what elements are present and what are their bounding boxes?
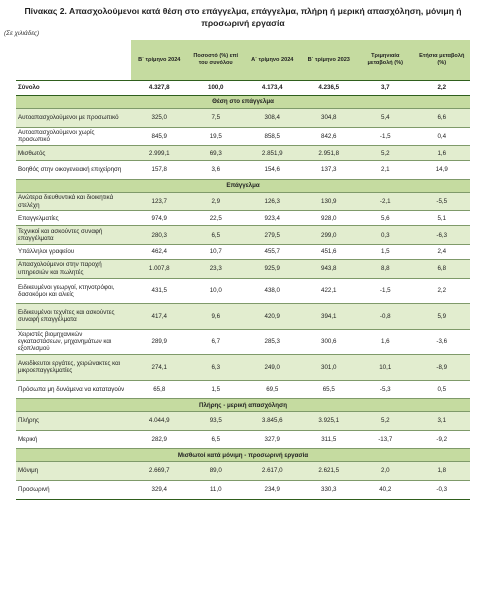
value-cell: 285,3	[244, 329, 301, 355]
value-cell: 974,9	[131, 211, 188, 226]
section-header-row	[16, 399, 470, 412]
value-cell: 438,0	[244, 278, 301, 304]
header-cell-q1-2024: Α΄ τρίμηνο 2024	[244, 40, 301, 81]
value-cell: 123,7	[131, 192, 188, 211]
row-label: Απασχολούμενοι στην παροχή υπηρεσιών και πωλητές	[16, 259, 131, 278]
value-cell: 3,7	[357, 81, 414, 96]
table-row	[16, 329, 470, 355]
value-cell: 280,3	[131, 226, 188, 245]
value-cell: 3.925,1	[301, 412, 358, 431]
value-cell: 5,9	[414, 304, 471, 330]
value-cell: 0,4	[414, 127, 471, 146]
table-row	[16, 462, 470, 481]
value-cell: -0,3	[414, 480, 471, 499]
value-cell: 7,5	[188, 109, 245, 128]
value-cell: 301,0	[301, 355, 358, 381]
row-label: Ειδικευμένοι τεχνίτες και ασκούντες συναφή επαγγέλματα	[16, 304, 131, 330]
value-cell: 299,0	[301, 226, 358, 245]
row-label: Ανειδίκευτοι εργάτες, χειρώνακτες και μικροεπαγγελματίες	[16, 355, 131, 381]
row-label: Επαγγελματίες	[16, 211, 131, 226]
value-cell: 2,1	[357, 161, 414, 180]
value-cell: 6,7	[188, 329, 245, 355]
value-cell: 5,1	[414, 211, 471, 226]
value-cell: -5,3	[357, 380, 414, 399]
value-cell: 130,9	[301, 192, 358, 211]
value-cell: 137,3	[301, 161, 358, 180]
value-cell: 5,4	[357, 109, 414, 128]
value-cell: 1,8	[414, 462, 471, 481]
value-cell: 845,9	[131, 127, 188, 146]
section-header-row	[16, 96, 470, 109]
value-cell: 6,6	[414, 109, 471, 128]
table-row	[16, 244, 470, 259]
row-label: Μερική	[16, 430, 131, 449]
total-row	[16, 81, 470, 96]
table-row	[16, 211, 470, 226]
value-cell: 10,0	[188, 278, 245, 304]
value-cell: 4.236,5	[301, 81, 358, 96]
row-label: Σύνολο	[16, 81, 131, 96]
value-cell: 329,4	[131, 480, 188, 499]
value-cell: 327,9	[244, 430, 301, 449]
table-row	[16, 430, 470, 449]
value-cell: 2,2	[414, 81, 471, 96]
value-cell: 4.327,8	[131, 81, 188, 96]
employment-table	[16, 40, 470, 500]
value-cell: 93,5	[188, 412, 245, 431]
value-cell: 311,5	[301, 430, 358, 449]
value-cell: 2,4	[414, 244, 471, 259]
value-cell: 5,2	[357, 146, 414, 161]
value-cell: 249,0	[244, 355, 301, 381]
value-cell: 2,9	[188, 192, 245, 211]
section-title: Επάγγελμα	[16, 179, 470, 192]
row-label: Πλήρης	[16, 412, 131, 431]
row-label: Αυτοαπασχολούμενοι με προσωπικό	[16, 109, 131, 128]
value-cell: -5,5	[414, 192, 471, 211]
value-cell: 4.173,4	[244, 81, 301, 96]
value-cell: 6,5	[188, 226, 245, 245]
value-cell: 5,6	[357, 211, 414, 226]
value-cell: 5,2	[357, 412, 414, 431]
value-cell: 10,7	[188, 244, 245, 259]
row-label: Πρόσωπα μη δυνάμενα να καταταγούν	[16, 380, 131, 399]
value-cell: 289,9	[131, 329, 188, 355]
value-cell: 925,9	[244, 259, 301, 278]
value-cell: 282,9	[131, 430, 188, 449]
value-cell: 842,6	[301, 127, 358, 146]
section-header-row	[16, 179, 470, 192]
unit-note: (Σε χιλιάδες)	[4, 30, 40, 37]
row-label: Χειριστές βιομηχανικών εγκαταστάσεων, μηχανημάτων και εξοπλισμού	[16, 329, 131, 355]
value-cell: 3.845,6	[244, 412, 301, 431]
row-label: Υπάλληλοι γραφείου	[16, 244, 131, 259]
value-cell: 6,5	[188, 430, 245, 449]
header-cell-blank	[16, 40, 131, 81]
value-cell: 1,5	[357, 244, 414, 259]
table-row	[16, 412, 470, 431]
value-cell: -2,1	[357, 192, 414, 211]
value-cell: 40,2	[357, 480, 414, 499]
value-cell: -0,8	[357, 304, 414, 330]
table-row	[16, 380, 470, 399]
table-row	[16, 278, 470, 304]
value-cell: 9,6	[188, 304, 245, 330]
value-cell: 2,2	[414, 278, 471, 304]
value-cell: 2.617,0	[244, 462, 301, 481]
value-cell: 2.999,1	[131, 146, 188, 161]
table-row	[16, 355, 470, 381]
header-cell-percent: Ποσοστό (%) επί του συνόλου	[188, 40, 245, 81]
value-cell: 6,3	[188, 355, 245, 381]
value-cell: 928,0	[301, 211, 358, 226]
header-cell-q2-2024: Β΄ τρίμηνο 2024	[131, 40, 188, 81]
value-cell: -6,3	[414, 226, 471, 245]
value-cell: 304,8	[301, 109, 358, 128]
value-cell: 65,8	[131, 380, 188, 399]
row-label: Βοηθός στην οικογενειακή επιχείρηση	[16, 161, 131, 180]
header-cell-quarterly-change: Τριμηνιαία μεταβολή (%)	[357, 40, 414, 81]
value-cell: 4.044,9	[131, 412, 188, 431]
value-cell: 2.669,7	[131, 462, 188, 481]
row-label: Μισθωτός	[16, 146, 131, 161]
table-row	[16, 109, 470, 128]
value-cell: 3,1	[414, 412, 471, 431]
value-cell: 6,8	[414, 259, 471, 278]
value-cell: -3,6	[414, 329, 471, 355]
value-cell: 0,3	[357, 226, 414, 245]
row-label: Ανώτερα διευθυντικά και διοικητικά στελέχη	[16, 192, 131, 211]
value-cell: 89,0	[188, 462, 245, 481]
value-cell: 22,5	[188, 211, 245, 226]
section-title: Μισθωτοί κατά μόνιμη - προσωρινή εργασία	[16, 449, 470, 462]
table-row	[16, 127, 470, 146]
value-cell: 308,4	[244, 109, 301, 128]
section-title: Πλήρης - μερική απασχόληση	[16, 399, 470, 412]
value-cell: 126,3	[244, 192, 301, 211]
value-cell: 394,1	[301, 304, 358, 330]
value-cell: 1.007,8	[131, 259, 188, 278]
row-label: Μόνιμη	[16, 462, 131, 481]
value-cell: 154,6	[244, 161, 301, 180]
value-cell: -8,9	[414, 355, 471, 381]
value-cell: 14,9	[414, 161, 471, 180]
value-cell: 451,6	[301, 244, 358, 259]
value-cell: 10,1	[357, 355, 414, 381]
value-cell: 2.951,8	[301, 146, 358, 161]
value-cell: 330,3	[301, 480, 358, 499]
table-row	[16, 192, 470, 211]
value-cell: 1,6	[414, 146, 471, 161]
table-row	[16, 146, 470, 161]
value-cell: 422,1	[301, 278, 358, 304]
header-cell-q2-2023: Β΄ τρίμηνο 2023	[301, 40, 358, 81]
value-cell: 100,0	[188, 81, 245, 96]
value-cell: 8,8	[357, 259, 414, 278]
value-cell: -13,7	[357, 430, 414, 449]
value-cell: 943,8	[301, 259, 358, 278]
value-cell: 69,5	[244, 380, 301, 399]
value-cell: 19,5	[188, 127, 245, 146]
value-cell: 3,6	[188, 161, 245, 180]
value-cell: 65,5	[301, 380, 358, 399]
section-header-row	[16, 449, 470, 462]
row-label: Τεχνικοί και ασκούντες συναφή επαγγέλματα	[16, 226, 131, 245]
value-cell: 11,0	[188, 480, 245, 499]
section-title: Θέση στο επάγγελμα	[16, 96, 470, 109]
value-cell: 2.851,9	[244, 146, 301, 161]
value-cell: 462,4	[131, 244, 188, 259]
table-row	[16, 226, 470, 245]
value-cell: 2.621,5	[301, 462, 358, 481]
value-cell: 858,5	[244, 127, 301, 146]
value-cell: 69,3	[188, 146, 245, 161]
table-title: Πίνακας 2. Απασχολούμενοι κατά θέση στο επάγγελμα, επάγγελμα, πλήρη ή μερική απασχόληση, μόνιμη ή προσωρινή εργασία	[24, 6, 462, 28]
value-cell: 420,9	[244, 304, 301, 330]
value-cell: 274,1	[131, 355, 188, 381]
value-cell: 234,9	[244, 480, 301, 499]
header-cell-annual-change: Ετήσια μεταβολή (%)	[414, 40, 471, 81]
table-row	[16, 480, 470, 499]
value-cell: -1,5	[357, 278, 414, 304]
row-label: Προσωρινή	[16, 480, 131, 499]
value-cell: 0,5	[414, 380, 471, 399]
value-cell: 300,6	[301, 329, 358, 355]
value-cell: 1,5	[188, 380, 245, 399]
value-cell: 2,0	[357, 462, 414, 481]
table-row	[16, 161, 470, 180]
header-row	[16, 40, 470, 81]
value-cell: 279,5	[244, 226, 301, 245]
table-row	[16, 304, 470, 330]
row-label: Ειδικευμένοι γεωργοί, κτηνοτρόφοι, δασοκόμοι και αλιείς	[16, 278, 131, 304]
value-cell: 325,0	[131, 109, 188, 128]
value-cell: -1,5	[357, 127, 414, 146]
value-cell: -9,2	[414, 430, 471, 449]
value-cell: 1,6	[357, 329, 414, 355]
value-cell: 157,8	[131, 161, 188, 180]
value-cell: 417,4	[131, 304, 188, 330]
row-label: Αυτοαπασχολούμενοι χωρίς προσωπικό	[16, 127, 131, 146]
value-cell: 455,7	[244, 244, 301, 259]
value-cell: 23,3	[188, 259, 245, 278]
value-cell: 431,5	[131, 278, 188, 304]
table-row	[16, 259, 470, 278]
value-cell: 923,4	[244, 211, 301, 226]
